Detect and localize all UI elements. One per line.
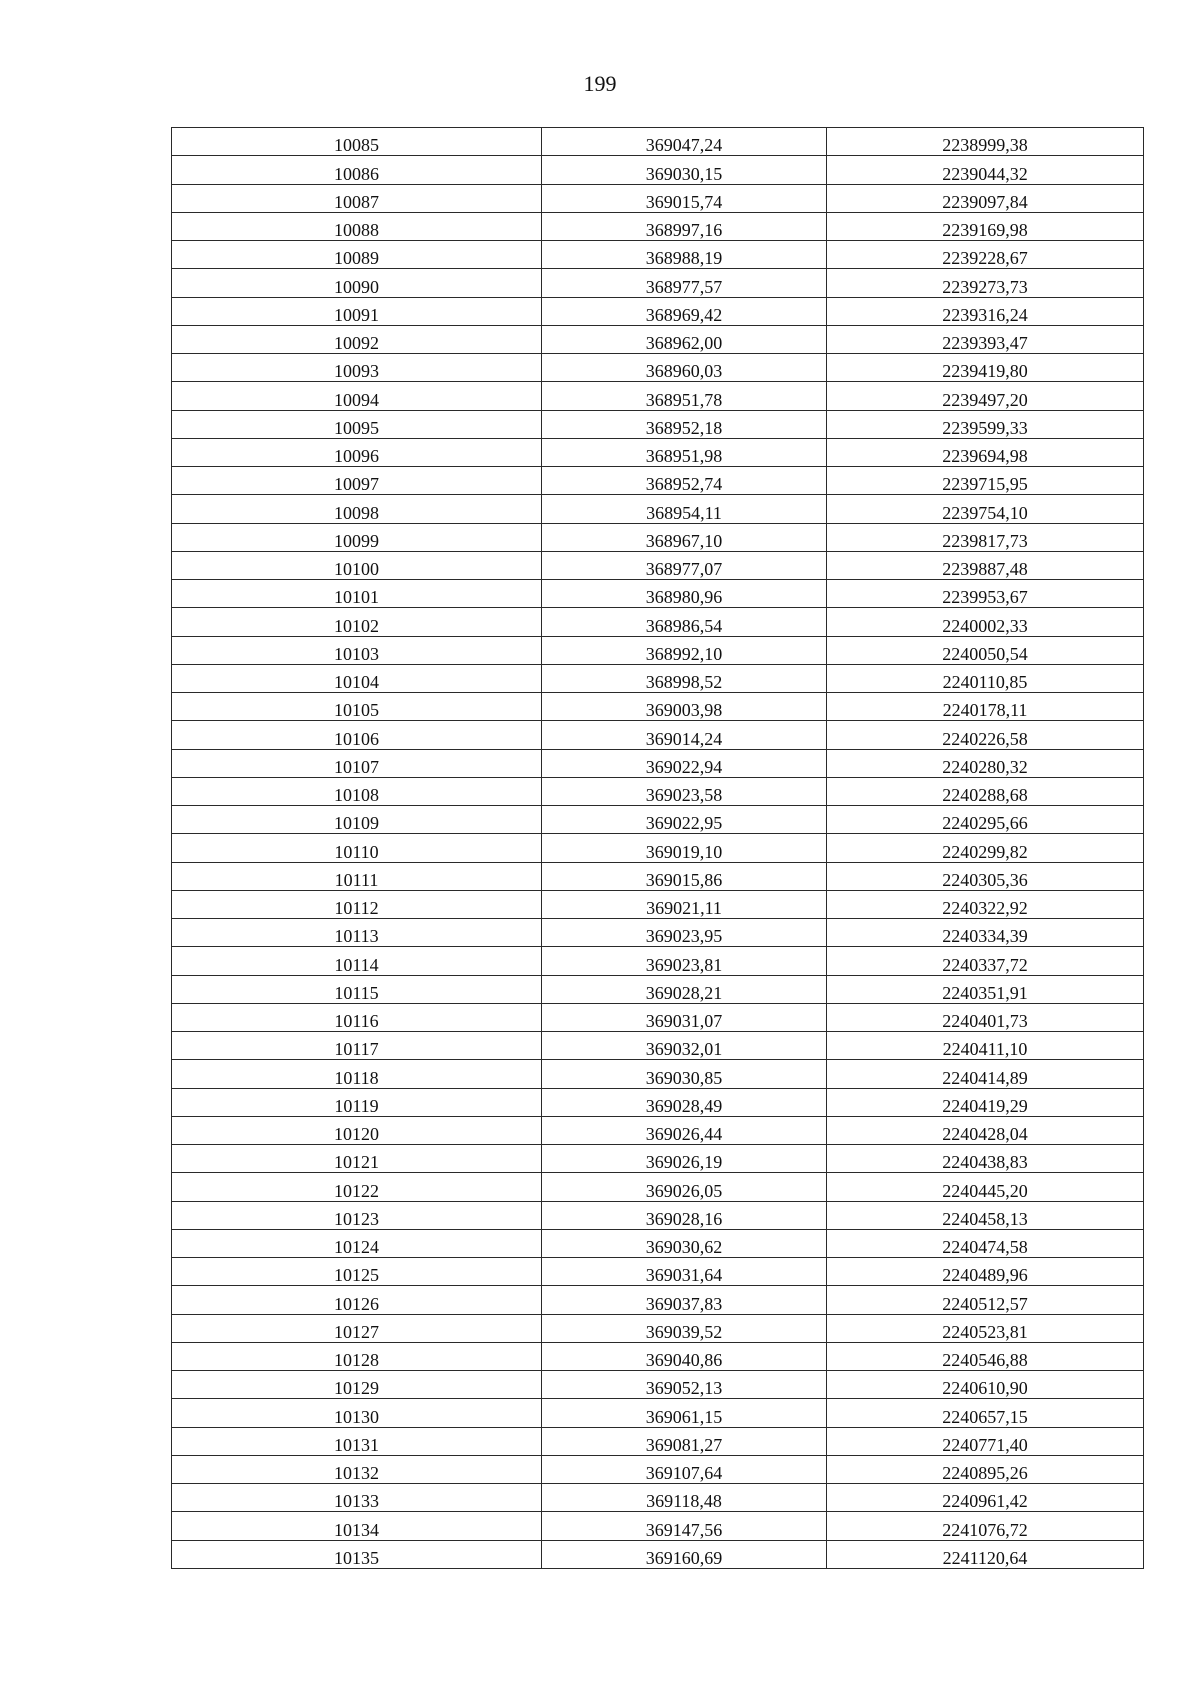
point-id-cell: 10101 — [172, 580, 542, 608]
point-id-cell: 10115 — [172, 975, 542, 1003]
y-coordinate-cell: 2239419,80 — [827, 354, 1144, 382]
table-row — [172, 297, 1144, 325]
point-id-cell: 10097 — [172, 467, 542, 495]
y-coordinate-cell: 2240334,39 — [827, 919, 1144, 947]
point-id-cell: 10106 — [172, 721, 542, 749]
table-row — [172, 1229, 1144, 1257]
point-id-cell: 10110 — [172, 834, 542, 862]
x-coordinate-cell: 369031,07 — [542, 1003, 827, 1031]
x-coordinate-cell: 369015,74 — [542, 184, 827, 212]
x-coordinate-cell: 368986,54 — [542, 608, 827, 636]
x-coordinate-cell: 369040,86 — [542, 1342, 827, 1370]
y-coordinate-cell: 2240419,29 — [827, 1088, 1144, 1116]
table-row — [172, 1286, 1144, 1314]
point-id-cell: 10112 — [172, 890, 542, 918]
y-coordinate-cell: 2240458,13 — [827, 1201, 1144, 1229]
point-id-cell: 10120 — [172, 1116, 542, 1144]
x-coordinate-cell: 369023,81 — [542, 947, 827, 975]
table-row — [172, 919, 1144, 947]
table-row — [172, 693, 1144, 721]
y-coordinate-cell: 2240523,81 — [827, 1314, 1144, 1342]
x-coordinate-cell: 369030,85 — [542, 1060, 827, 1088]
x-coordinate-cell: 369022,95 — [542, 806, 827, 834]
point-id-cell: 10087 — [172, 184, 542, 212]
point-id-cell: 10092 — [172, 325, 542, 353]
x-coordinate-cell: 368977,07 — [542, 551, 827, 579]
x-coordinate-cell: 369147,56 — [542, 1512, 827, 1540]
point-id-cell: 10105 — [172, 693, 542, 721]
page-number: 199 — [583, 71, 617, 96]
y-coordinate-cell: 2241076,72 — [827, 1512, 1144, 1540]
point-id-cell: 10086 — [172, 156, 542, 184]
y-coordinate-cell: 2239044,32 — [827, 156, 1144, 184]
table-row — [172, 834, 1144, 862]
point-id-cell: 10099 — [172, 523, 542, 551]
y-coordinate-cell: 2239497,20 — [827, 382, 1144, 410]
y-coordinate-cell: 2239097,84 — [827, 184, 1144, 212]
x-coordinate-cell: 368951,78 — [542, 382, 827, 410]
table-row — [172, 156, 1144, 184]
table-row — [172, 523, 1144, 551]
y-coordinate-cell: 2241120,64 — [827, 1540, 1144, 1568]
y-coordinate-cell: 2240512,57 — [827, 1286, 1144, 1314]
y-coordinate-cell: 2240226,58 — [827, 721, 1144, 749]
table-row — [172, 212, 1144, 240]
y-coordinate-cell: 2240474,58 — [827, 1229, 1144, 1257]
table-row — [172, 806, 1144, 834]
x-coordinate-cell: 369028,21 — [542, 975, 827, 1003]
table-row — [172, 1201, 1144, 1229]
table-row — [172, 749, 1144, 777]
table-row — [172, 1258, 1144, 1286]
table-row — [172, 664, 1144, 692]
table-row — [172, 354, 1144, 382]
table-row — [172, 551, 1144, 579]
point-id-cell: 10130 — [172, 1399, 542, 1427]
y-coordinate-cell: 2239754,10 — [827, 495, 1144, 523]
table-row — [172, 467, 1144, 495]
x-coordinate-cell: 369023,58 — [542, 777, 827, 805]
point-id-cell: 10129 — [172, 1371, 542, 1399]
point-id-cell: 10119 — [172, 1088, 542, 1116]
table-row — [172, 1512, 1144, 1540]
x-coordinate-cell: 369039,52 — [542, 1314, 827, 1342]
point-id-cell: 10125 — [172, 1258, 542, 1286]
x-coordinate-cell: 369160,69 — [542, 1540, 827, 1568]
table-row — [172, 1455, 1144, 1483]
point-id-cell: 10085 — [172, 128, 542, 156]
point-id-cell: 10134 — [172, 1512, 542, 1540]
point-id-cell: 10088 — [172, 212, 542, 240]
y-coordinate-cell: 2240438,83 — [827, 1145, 1144, 1173]
point-id-cell: 10096 — [172, 438, 542, 466]
table-row — [172, 438, 1144, 466]
x-coordinate-cell: 369032,01 — [542, 1032, 827, 1060]
table-row — [172, 975, 1144, 1003]
y-coordinate-cell: 2240178,11 — [827, 693, 1144, 721]
x-coordinate-cell: 369037,83 — [542, 1286, 827, 1314]
point-id-cell: 10107 — [172, 749, 542, 777]
point-id-cell: 10111 — [172, 862, 542, 890]
x-coordinate-cell: 368988,19 — [542, 241, 827, 269]
x-coordinate-cell: 368951,98 — [542, 438, 827, 466]
table-row — [172, 325, 1144, 353]
table-row — [172, 1314, 1144, 1342]
x-coordinate-cell: 368977,57 — [542, 269, 827, 297]
point-id-cell: 10098 — [172, 495, 542, 523]
point-id-cell: 10126 — [172, 1286, 542, 1314]
table-row — [172, 1342, 1144, 1370]
x-coordinate-cell: 369003,98 — [542, 693, 827, 721]
x-coordinate-cell: 368967,10 — [542, 523, 827, 551]
table-row — [172, 1060, 1144, 1088]
table-row — [172, 1427, 1144, 1455]
x-coordinate-cell: 369026,19 — [542, 1145, 827, 1173]
y-coordinate-cell: 2239953,67 — [827, 580, 1144, 608]
point-id-cell: 10123 — [172, 1201, 542, 1229]
y-coordinate-cell: 2240414,89 — [827, 1060, 1144, 1088]
point-id-cell: 10114 — [172, 947, 542, 975]
point-id-cell: 10128 — [172, 1342, 542, 1370]
table-row — [172, 1116, 1144, 1144]
x-coordinate-cell: 368998,52 — [542, 664, 827, 692]
table-row — [172, 608, 1144, 636]
x-coordinate-cell: 369019,10 — [542, 834, 827, 862]
table-row — [172, 1032, 1144, 1060]
table-row — [172, 410, 1144, 438]
point-id-cell: 10124 — [172, 1229, 542, 1257]
table-row — [172, 1173, 1144, 1201]
point-id-cell: 10089 — [172, 241, 542, 269]
table-row — [172, 1003, 1144, 1031]
y-coordinate-cell: 2239393,47 — [827, 325, 1144, 353]
y-coordinate-cell: 2240280,32 — [827, 749, 1144, 777]
x-coordinate-cell: 369118,48 — [542, 1484, 827, 1512]
x-coordinate-cell: 369028,16 — [542, 1201, 827, 1229]
table-row — [172, 1145, 1144, 1173]
point-id-cell: 10108 — [172, 777, 542, 805]
table-row — [172, 1088, 1144, 1116]
point-id-cell: 10090 — [172, 269, 542, 297]
y-coordinate-cell: 2239228,67 — [827, 241, 1144, 269]
point-id-cell: 10103 — [172, 636, 542, 664]
y-coordinate-cell: 2240771,40 — [827, 1427, 1144, 1455]
y-coordinate-cell: 2240961,42 — [827, 1484, 1144, 1512]
x-coordinate-cell: 369031,64 — [542, 1258, 827, 1286]
x-coordinate-cell: 369052,13 — [542, 1371, 827, 1399]
y-coordinate-cell: 2240489,96 — [827, 1258, 1144, 1286]
table-row — [172, 1484, 1144, 1512]
y-coordinate-cell: 2240895,26 — [827, 1455, 1144, 1483]
y-coordinate-cell: 2240337,72 — [827, 947, 1144, 975]
table-row — [172, 721, 1144, 749]
x-coordinate-cell: 369061,15 — [542, 1399, 827, 1427]
x-coordinate-cell: 369014,24 — [542, 721, 827, 749]
x-coordinate-cell: 369026,44 — [542, 1116, 827, 1144]
x-coordinate-cell: 368980,96 — [542, 580, 827, 608]
table-row — [172, 184, 1144, 212]
y-coordinate-cell: 2240351,91 — [827, 975, 1144, 1003]
x-coordinate-cell: 368997,16 — [542, 212, 827, 240]
x-coordinate-cell: 368960,03 — [542, 354, 827, 382]
y-coordinate-cell: 2240401,73 — [827, 1003, 1144, 1031]
table-row — [172, 947, 1144, 975]
y-coordinate-cell: 2240295,66 — [827, 806, 1144, 834]
point-id-cell: 10109 — [172, 806, 542, 834]
y-coordinate-cell: 2240002,33 — [827, 608, 1144, 636]
point-id-cell: 10131 — [172, 1427, 542, 1455]
x-coordinate-cell: 368969,42 — [542, 297, 827, 325]
table-row — [172, 241, 1144, 269]
y-coordinate-cell: 2238999,38 — [827, 128, 1144, 156]
x-coordinate-cell: 369030,15 — [542, 156, 827, 184]
table-row — [172, 495, 1144, 523]
table-row — [172, 1399, 1144, 1427]
x-coordinate-cell: 369022,94 — [542, 749, 827, 777]
point-id-cell: 10093 — [172, 354, 542, 382]
point-id-cell: 10104 — [172, 664, 542, 692]
y-coordinate-cell: 2240050,54 — [827, 636, 1144, 664]
x-coordinate-cell: 368952,18 — [542, 410, 827, 438]
y-coordinate-cell: 2239817,73 — [827, 523, 1144, 551]
table-row — [172, 269, 1144, 297]
table-row — [172, 862, 1144, 890]
x-coordinate-cell: 369030,62 — [542, 1229, 827, 1257]
x-coordinate-cell: 369015,86 — [542, 862, 827, 890]
x-coordinate-cell: 369107,64 — [542, 1455, 827, 1483]
point-id-cell: 10122 — [172, 1173, 542, 1201]
y-coordinate-cell: 2239599,33 — [827, 410, 1144, 438]
point-id-cell: 10121 — [172, 1145, 542, 1173]
point-id-cell: 10102 — [172, 608, 542, 636]
y-coordinate-cell: 2239316,24 — [827, 297, 1144, 325]
table-row — [172, 890, 1144, 918]
y-coordinate-cell: 2240445,20 — [827, 1173, 1144, 1201]
y-coordinate-cell: 2240546,88 — [827, 1342, 1144, 1370]
point-id-cell: 10117 — [172, 1032, 542, 1060]
point-id-cell: 10095 — [172, 410, 542, 438]
table-row — [172, 777, 1144, 805]
y-coordinate-cell: 2239694,98 — [827, 438, 1144, 466]
table-row — [172, 580, 1144, 608]
x-coordinate-cell: 369081,27 — [542, 1427, 827, 1455]
y-coordinate-cell: 2239273,73 — [827, 269, 1144, 297]
y-coordinate-cell: 2240305,36 — [827, 862, 1144, 890]
y-coordinate-cell: 2240110,85 — [827, 664, 1144, 692]
y-coordinate-cell: 2240411,10 — [827, 1032, 1144, 1060]
x-coordinate-cell: 369021,11 — [542, 890, 827, 918]
table-row — [172, 128, 1144, 156]
x-coordinate-cell: 369026,05 — [542, 1173, 827, 1201]
point-id-cell: 10094 — [172, 382, 542, 410]
point-id-cell: 10113 — [172, 919, 542, 947]
y-coordinate-cell: 2240657,15 — [827, 1399, 1144, 1427]
point-id-cell: 10132 — [172, 1455, 542, 1483]
x-coordinate-cell: 368952,74 — [542, 467, 827, 495]
point-id-cell: 10127 — [172, 1314, 542, 1342]
y-coordinate-cell: 2239715,95 — [827, 467, 1144, 495]
y-coordinate-cell: 2240288,68 — [827, 777, 1144, 805]
table-row — [172, 382, 1144, 410]
table-row — [172, 1371, 1144, 1399]
y-coordinate-cell: 2240299,82 — [827, 834, 1144, 862]
point-id-cell: 10091 — [172, 297, 542, 325]
x-coordinate-cell: 368954,11 — [542, 495, 827, 523]
table-row — [172, 1540, 1144, 1568]
y-coordinate-cell: 2240610,90 — [827, 1371, 1144, 1399]
x-coordinate-cell: 369028,49 — [542, 1088, 827, 1116]
x-coordinate-cell: 368992,10 — [542, 636, 827, 664]
x-coordinate-cell: 368962,00 — [542, 325, 827, 353]
coordinates-table — [171, 127, 1144, 1569]
point-id-cell: 10133 — [172, 1484, 542, 1512]
point-id-cell: 10116 — [172, 1003, 542, 1031]
y-coordinate-cell: 2239169,98 — [827, 212, 1144, 240]
x-coordinate-cell: 369023,95 — [542, 919, 827, 947]
x-coordinate-cell: 369047,24 — [542, 128, 827, 156]
point-id-cell: 10100 — [172, 551, 542, 579]
point-id-cell: 10135 — [172, 1540, 542, 1568]
y-coordinate-cell: 2240428,04 — [827, 1116, 1144, 1144]
point-id-cell: 10118 — [172, 1060, 542, 1088]
table-row — [172, 636, 1144, 664]
y-coordinate-cell: 2240322,92 — [827, 890, 1144, 918]
table-body — [172, 128, 1144, 1569]
y-coordinate-cell: 2239887,48 — [827, 551, 1144, 579]
